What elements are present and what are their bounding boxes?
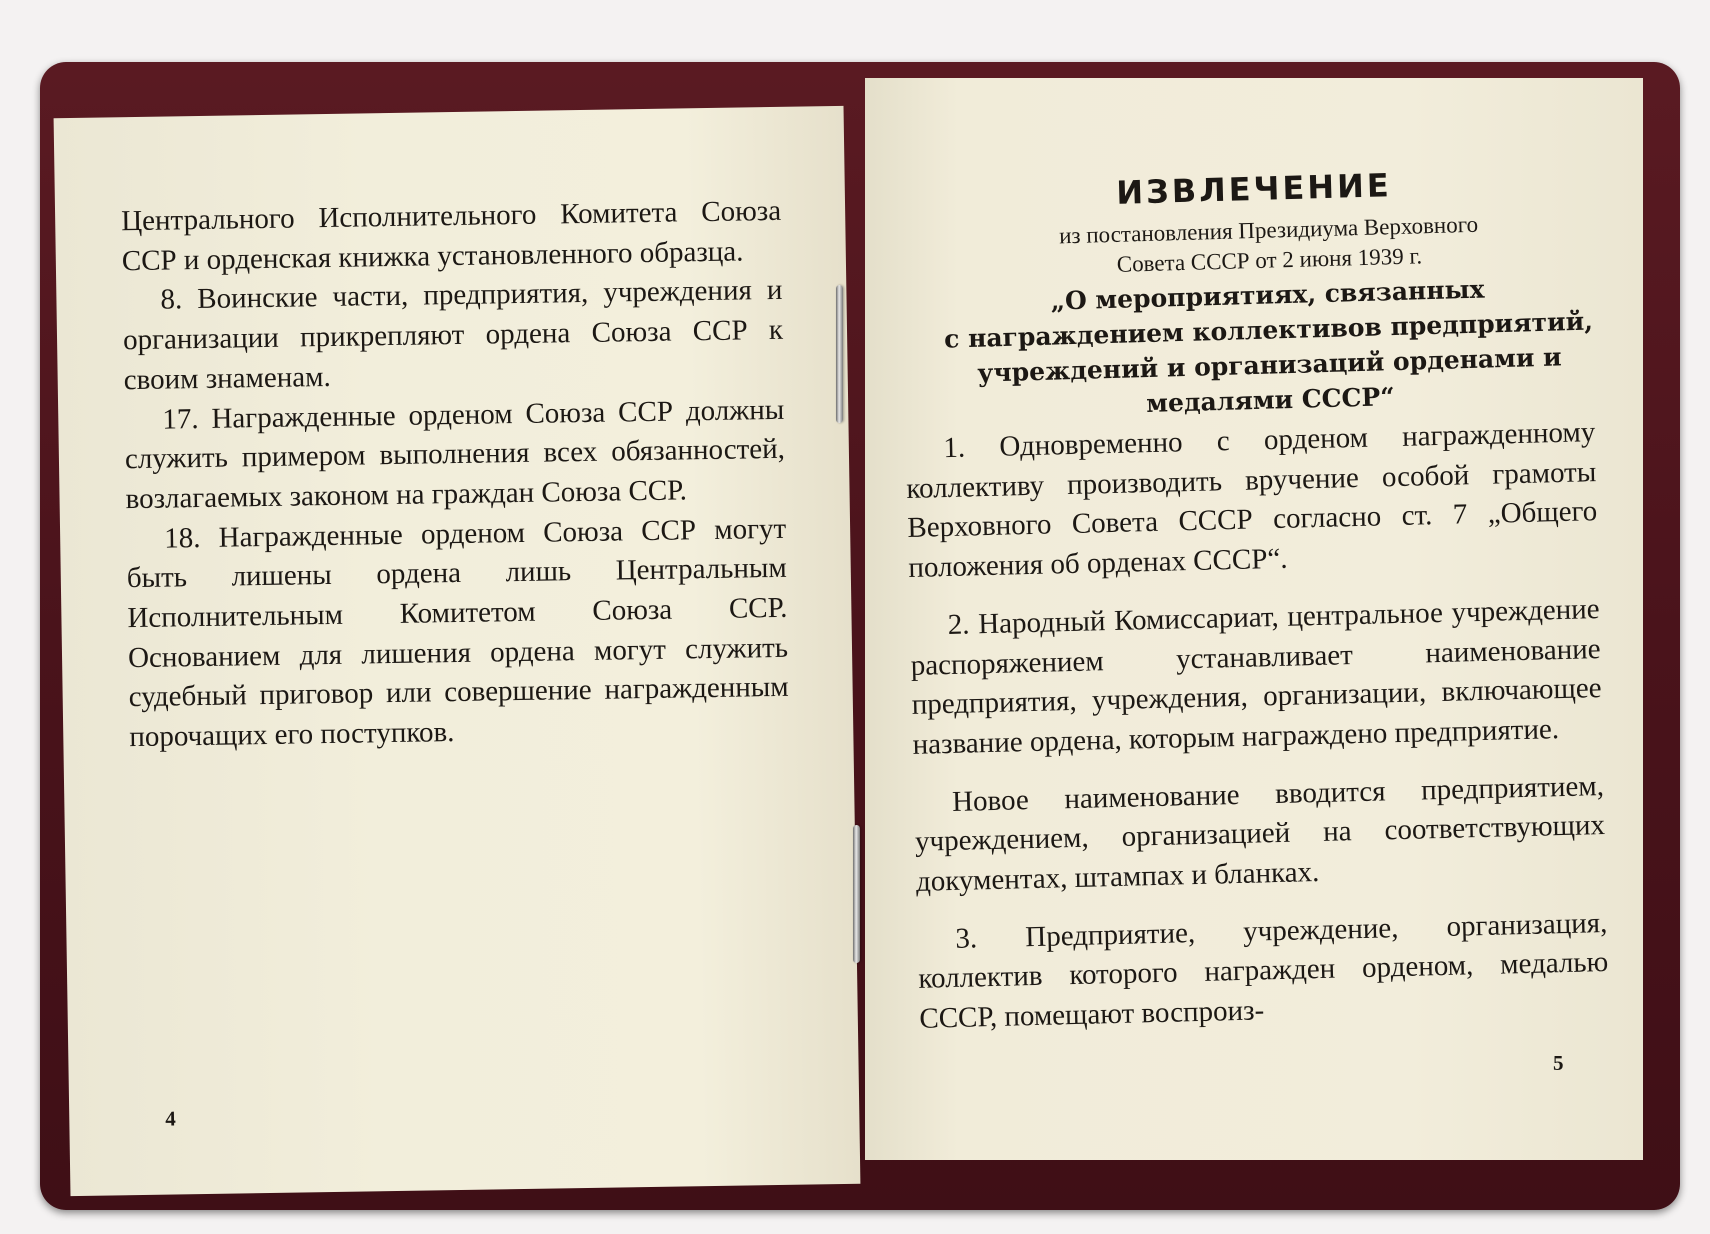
right-paragraph-3: 3. Предприятие, учреждение, организация, коллектив которого награжден орденом, медалью СССР, помещают воспроиз-: [918, 906, 1609, 1035]
decree-title-line-1: „О мероприятиях, связанных: [1050, 274, 1485, 316]
extract-source-line-1: из постановления Президиума Верховного: [1058, 211, 1479, 249]
right-page: [865, 78, 1643, 1160]
extract-heading: ИЗВЛЕЧЕНИЕ: [1115, 166, 1393, 212]
right-paragraph-1: 1. Одновременно с орденом награжденному коллективу производить вручение особой грамоты Верховного Совета СССР согласно ст. 7 „Общего положения об орденах СССР“.: [906, 416, 1598, 585]
left-paragraph-article-8: 8. Воинские части, предприятия, учреждения и организации прикрепляют ордена Союза ССР к своим знаменам.: [122, 274, 784, 397]
left-page-text: [121, 192, 790, 758]
bottom-staple: [853, 825, 860, 963]
left-page: [54, 106, 861, 1196]
decree-title-line-2: с награждением коллективов предприятий,: [943, 306, 1594, 354]
right-paragraph-new-name: Новое наименование вводится предприятием, учреждением, организацией на соответствующих документах, штампах и бланках.: [914, 769, 1606, 898]
left-paragraph-article-18: 18. Награжденные орденом Союза ССР могут быть лишены ордена лишь Центральным Исполнительным Комитетом Союза ССР. Основанием для лишения ордена могут служить судебный приговор или совершение награжденным порочащих его поступков.: [126, 512, 789, 754]
decree-title-line-4: медалями СССР“: [1145, 382, 1396, 419]
decree-title: [863, 267, 1645, 429]
extract-source-line-2: Совета СССР от 2 июня 1939 г.: [1116, 243, 1423, 277]
left-paragraph-article-17: 17. Награжденные орденом Союза ССР должны служить примером выполнения всех обязанностей, возлагаемых законом на граждан Союза ССР.: [124, 393, 786, 516]
decree-title-line-3: учреждений и организаций орденами и: [976, 342, 1563, 388]
right-page-number: 5: [1553, 1051, 1564, 1075]
right-page-text: [905, 413, 1610, 1040]
top-staple: [836, 285, 843, 423]
right-paragraph-2: 2. Народный Комиссариат, центральное учреждение распоряжением устанавливает наименование предприятия, учреждения, организации, включающее название ордена, которым награждено предприятие.: [910, 592, 1602, 761]
left-paragraph-continuation: Центрального Исполнительного Комитета Союза ССР и орденская книжка установленного образца.: [120, 194, 782, 277]
left-page-number: 4: [165, 1106, 176, 1131]
